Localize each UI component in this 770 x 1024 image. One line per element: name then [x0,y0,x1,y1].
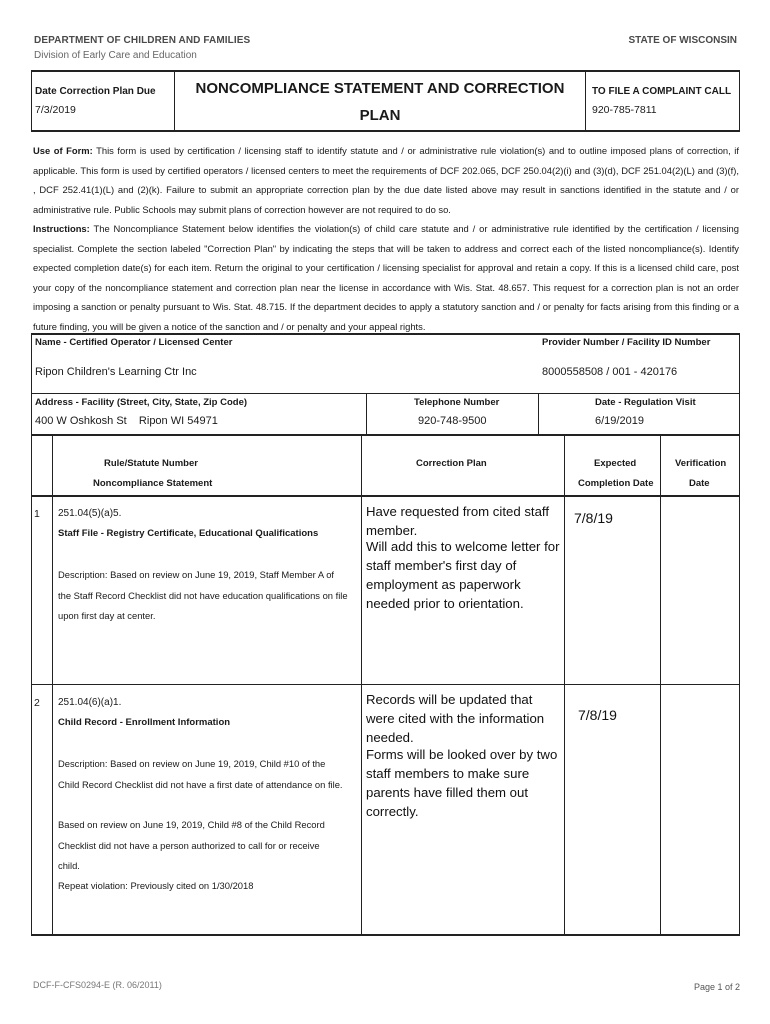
provider-id-label: Provider Number / Facility ID Number [542,337,711,348]
row1-plan-1: Have requested from cited staff member. [366,504,550,538]
row1-title: Staff File - Registry Certificate, Educational Qualifications [58,528,319,539]
instructions-label: Instructions: [33,223,90,234]
row2-plan-2: Forms will be looked over by two staff members to make sure parents have filled them out correctly. [366,747,558,819]
address-label: Address - Facility (Street, City, State, Zip Code) [35,397,248,408]
col-header-noncompliance: Noncompliance Statement [93,478,213,489]
table-header-rule [31,495,740,497]
row1-description: Description: Based on review on June 19, 2019, Staff Member A of the Staff Record Checklist did not have education qualifications on file upon first day at center. [58,569,348,621]
row2-expected-date: 7/8/19 [578,707,617,723]
use-of-form-paragraph [33,141,739,219]
phone-label: Telephone Number [414,397,500,408]
col-header-expected: Expected [594,458,637,469]
provider-mid-rule [31,393,740,394]
row1-expected-date: 7/8/19 [574,510,613,526]
provider-top-rule [31,333,740,335]
row2-description-3: Repeat violation: Previously cited on 1/30/2018 [58,880,254,891]
complaint-label: TO FILE A COMPLAINT CALL [592,86,732,97]
row2-plan-1: Records will be updated that were cited with the information needed. [366,692,545,745]
col-expected-divider [660,434,661,936]
table-right-border [739,333,740,936]
use-of-form-label: Use of Form: [33,145,93,156]
row1-rule: 251.04(5)(a)5. [58,508,122,519]
visit-date-label: Date - Regulation Visit [595,397,696,408]
visit-date-value: 6/19/2019 [595,415,644,427]
state-name: STATE OF WISCONSIN [628,35,737,46]
division-name: Division of Early Care and Education [34,50,197,61]
due-date-label: Date Correction Plan Due [35,86,156,97]
instructions-paragraph [33,219,739,336]
row-divider [31,684,740,685]
col-header-verif-date: Date [689,478,710,489]
address-value: 400 W Oshkosh St Ripon WI 54971 [35,415,218,427]
department-name: DEPARTMENT OF CHILDREN AND FAMILIES [34,35,251,46]
complaint-phone: 920-785-7811 [592,104,657,116]
row1-number: 1 [34,508,40,520]
table-top-rule [31,434,740,436]
title-cell [175,72,586,130]
table-bottom-rule [31,934,740,936]
due-date-cell [32,72,175,130]
col-header-rule: Rule/Statute Number [104,458,198,469]
use-of-form-text: This form is used by certification / licensing staff to identify statute and / or administrative rule violation(s) and to outline imposed plans of correction, if applicable. This form is used by certified operators / licensed centers to meet the requirements of DCF 202.065, DCF 250.04(2)(i) and (3)(d), DCF 251.04(2)(L) and (3)(f), , DCF 252.41(1)(L) and (2)(k). Failure to submit an appropriate correction plan by the due date listed above may result in sanctions identified in the statute and / or administrative rule. Public Schools may submit plans of correction however are not required to do so. [33,145,739,215]
due-date-value: 7/3/2019 [35,104,76,116]
phone-value: 920-748-9500 [418,415,487,427]
complaint-cell [586,72,741,130]
instructions-text: The Noncompliance Statement below identifies the violation(s) of child care statute and / or administrative rule identified by the certification / licensing specialist. Complete the section labeled "Correction Plan" by indicating the steps that will be taken to address and correct each of the listed noncompliance(s). Identify expected completion date(s) for each item. Return the original to your certification / licensing specialist for approval and retain a copy. If this is a licensed child care, post your copy of the noncompliance statement and correction plan near the license in accordance with Wis. Stat. 48.657. This request for a correction plan is not an order imposing a sanction or penalty pursuant to Wis. Stat. 48.715. If the department decides to apply a statutory sanction and / or penalty for facts arising from this finding or a future finding, you will be given a notice of the sanction and / or penalty and your appeal rights. [33,223,739,332]
row2-title: Child Record - Enrollment Information [58,717,231,728]
provider-id-value: 8000558508 / 001 - 420176 [542,366,678,378]
form-id: DCF-F-CFS0294-E (R. 06/2011) [33,980,162,990]
address-divider [366,393,367,435]
col-rule-divider [361,434,362,936]
header-box [31,70,740,132]
row2-description-1: Description: Based on review on June 19, 2019, Child #10 of the Child Record Checklist did not have a first date of attendance on file. [58,758,343,790]
form-title-line1: NONCOMPLIANCE STATEMENT AND CORRECTION [195,80,565,97]
row1-plan-2: Will add this to welcome letter for staff member's first day of employment as paperwork needed prior to orientation. [366,539,560,611]
col-plan-divider [564,434,565,936]
col-header-completion: Completion Date [578,478,654,489]
col-num-divider [52,434,53,936]
col-header-verification: Verification [675,458,727,469]
row2-rule: 251.04(6)(a)1. [58,697,122,708]
provider-name-label: Name - Certified Operator / Licensed Center [35,337,233,348]
row2-description-2: Based on review on June 19, 2019, Child #8 of the Child Record Checklist did not have a person authorized to call for or receive child. [58,819,325,871]
row2-number: 2 [34,697,40,709]
table-left-border [31,333,32,936]
phone-divider [538,393,539,435]
form-title-line2: PLAN [359,107,401,124]
provider-name-value: Ripon Children's Learning Ctr Inc [35,366,197,378]
page-number: Page 1 of 2 [693,982,740,992]
col-header-plan: Correction Plan [416,458,487,469]
